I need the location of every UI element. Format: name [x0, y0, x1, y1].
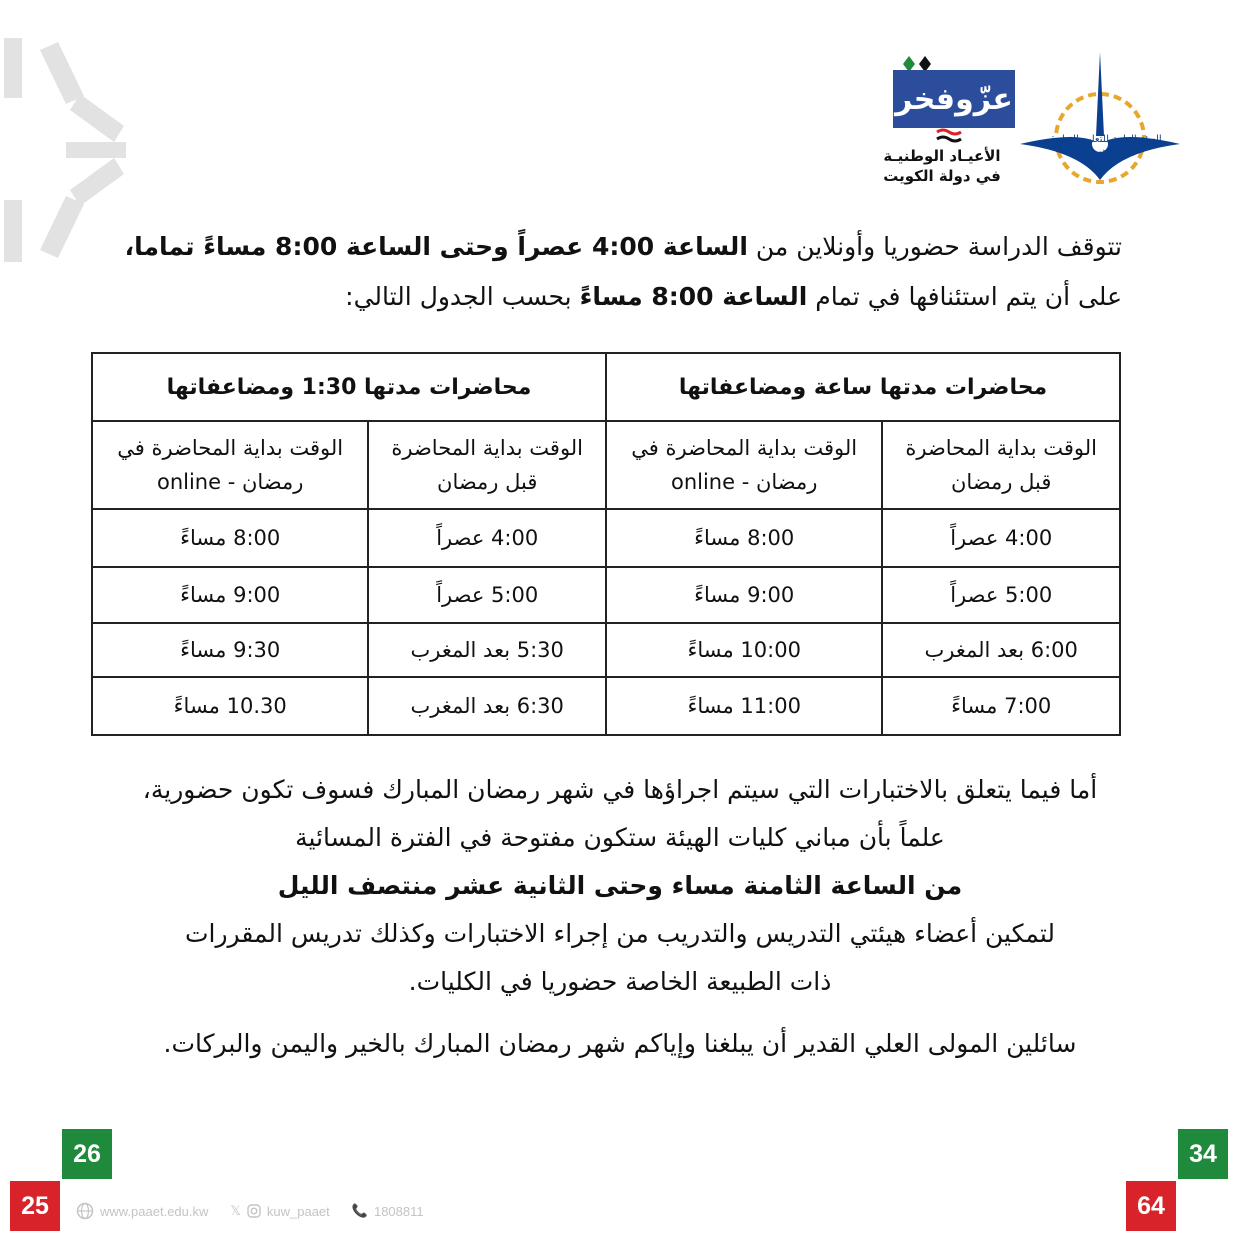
footer-social[interactable] — [230, 1203, 329, 1219]
globe-icon — [76, 1202, 94, 1220]
body-line-3-bold: من الساعة الثامنة مساء وحتى الثانية عشر منتصف الليل — [277, 871, 963, 900]
intro-line1-text: تتوقف الدراسة حضوريا وأونلاين من — [747, 232, 1122, 261]
celebration-wave-icon — [936, 128, 962, 144]
col-header-before-ramadan: الوقت بداية المحاضرة قبل رمضان — [368, 421, 606, 509]
intro-paragraph — [92, 222, 1122, 322]
cell-one-before: 6:00 بعد المغرب — [882, 623, 1120, 677]
group-header-ninety-min: محاضرات مدتها 1:30 ومضاعفاتها — [92, 353, 606, 421]
cell-one-before: 5:00 عصراً — [882, 567, 1120, 623]
header-logos — [820, 48, 1180, 198]
cell-one-ramadan: 8:00 مساءً — [606, 509, 882, 567]
cell-one-ramadan: 11:00 مساءً — [606, 677, 882, 735]
celebration-logo: عزّوفخر — [893, 70, 1015, 128]
social-handle: kuw_paaet — [266, 1203, 330, 1219]
body-line-2: علماً بأن مباني كليات الهيئة ستكون مفتوحة في الفترة المسائية — [295, 823, 945, 852]
intro-line2-text: على أن يتم استئنافها في تمام — [807, 282, 1122, 311]
intro-line-2 — [92, 272, 1122, 322]
cell-one-before: 4:00 عصراً — [882, 509, 1120, 567]
badge-left-top: 26 — [62, 1129, 112, 1179]
cell-ninety-ramadan: 9:00 مساءً — [92, 567, 368, 623]
cell-ninety-before: 6:30 بعد المغرب — [368, 677, 606, 735]
cell-one-ramadan: 10:00 مساءً — [606, 623, 882, 677]
group-header-one-hour: محاضرات مدتها ساعة ومضاعفاتها — [606, 353, 1120, 421]
schedule-table — [91, 352, 1121, 736]
intro-line1-bold: الساعة 4:00 عصراً وحتى الساعة 8:00 مساءً تماما، — [124, 232, 748, 261]
footer-contact — [76, 1198, 424, 1224]
closing-line: سائلين المولى العلي القدير أن يبلغنا وإياكم شهر رمضان المبارك بالخير واليمن والبركات. — [163, 1029, 1077, 1058]
cell-ninety-ramadan: 9:30 مساءً — [92, 623, 368, 677]
paaet-logo-icon — [1020, 48, 1180, 188]
cell-ninety-ramadan: 10.30 مساءً — [92, 677, 368, 735]
badge-left-bottom: 25 — [10, 1181, 60, 1231]
instagram-icon — [247, 1204, 261, 1218]
body-line-1: أما فيما يتعلق بالاختبارات التي سيتم اجراؤها في شهر رمضان المبارك فسوف تكون حضورية، — [142, 775, 1098, 804]
footer-phone[interactable] — [352, 1203, 424, 1219]
body-line-5: ذات الطبيعة الخاصة حضوريا في الكليات. — [408, 967, 832, 996]
table-row — [92, 509, 1120, 567]
cell-ninety-ramadan: 8:00 مساءً — [92, 509, 368, 567]
paaet-logo-text: الهيئة العامة للتعليم التطبيقي والتدريب — [1042, 134, 1162, 157]
col-header-ramadan-online: الوقت بداية المحاضرة في رمضان - online — [92, 421, 368, 509]
intro-line2-bold: الساعة 8:00 مساءً — [579, 282, 808, 311]
exams-paragraph — [100, 766, 1140, 1068]
cell-ninety-before: 5:30 بعد المغرب — [368, 623, 606, 677]
cell-one-ramadan: 9:00 مساءً — [606, 567, 882, 623]
cell-ninety-before: 4:00 عصراً — [368, 509, 606, 567]
website-text: www.paaet.edu.kw — [100, 1203, 209, 1219]
table-row — [92, 677, 1120, 735]
celebration-subtitle-line2: في دولة الكويت — [883, 167, 1001, 185]
phone-number: 1808811 — [373, 1203, 424, 1219]
col-header-before-ramadan: الوقت بداية المحاضرة قبل رمضان — [882, 421, 1120, 509]
badge-right-top: 34 — [1178, 1129, 1228, 1179]
celebration-subtitle — [872, 146, 1012, 186]
cell-one-before: 7:00 مساءً — [882, 677, 1120, 735]
badge-right-bottom: 64 — [1126, 1181, 1176, 1231]
table-row — [92, 567, 1120, 623]
phone-icon: 📞 — [351, 1203, 368, 1218]
body-line-4: لتمكين أعضاء هيئتي التدريس والتدريب من إجراء الاختبارات وكذلك تدريس المقررات — [184, 919, 1056, 948]
cell-ninety-before: 5:00 عصراً — [368, 567, 606, 623]
col-header-ramadan-online: الوقت بداية المحاضرة في رمضان - online — [606, 421, 882, 509]
celebration-subtitle-line1: الأعيـاد الوطنيـة — [883, 147, 1001, 165]
intro-line-1 — [92, 222, 1122, 272]
x-icon: 𝕏 — [230, 1203, 241, 1218]
table-row — [92, 623, 1120, 677]
intro-line2-tail: بحسب الجدول التالي: — [345, 282, 580, 311]
footer-website[interactable] — [76, 1202, 208, 1220]
